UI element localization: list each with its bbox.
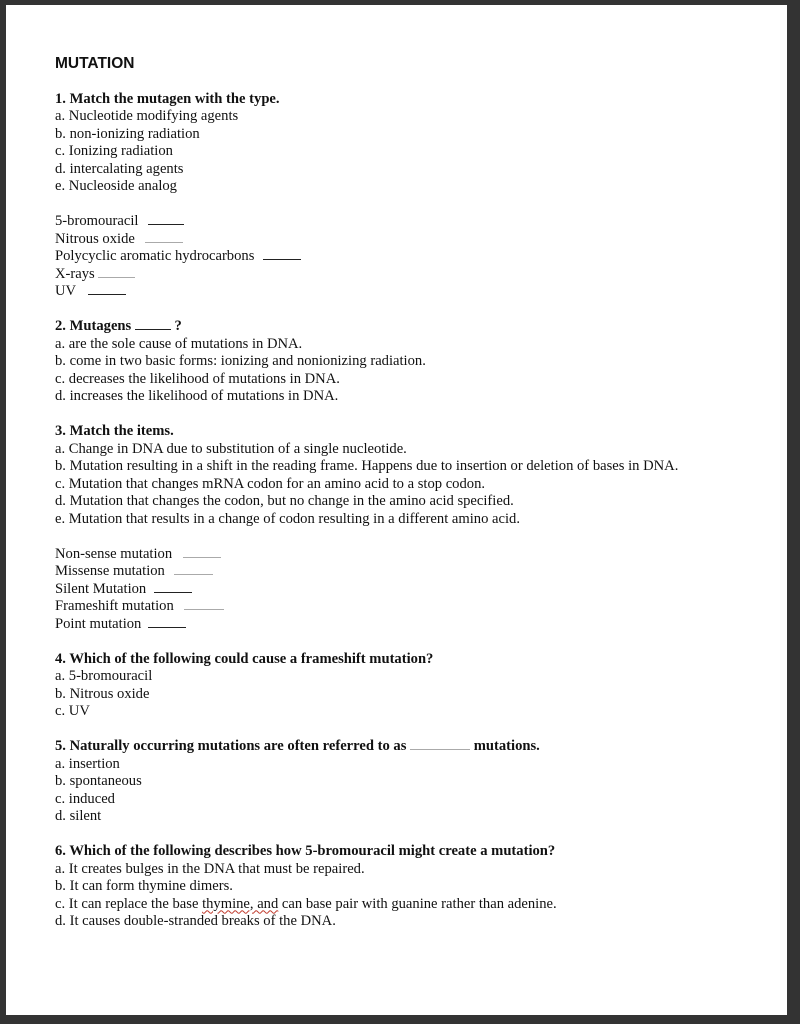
q5-option-b: b. spontaneous: [55, 773, 142, 789]
q3-item-3: [55, 581, 755, 599]
q1-item-label: Polycyclic aromatic hydrocarbons: [55, 248, 255, 264]
q6-option-a: a. It creates bulges in the DNA that must be repaired.: [55, 860, 365, 877]
q1-option-e: e. Nucleoside analog: [55, 178, 177, 194]
q5-option-a: a. insertion: [55, 755, 120, 772]
q1-item-label: X-rays: [55, 265, 95, 282]
q3-item-label: Silent Mutation: [55, 580, 147, 597]
q3-item-label: Non-sense mutation: [55, 545, 173, 562]
q3-item-4: [55, 598, 755, 616]
q3-option-a: a. Change in DNA due to substitution of a single nucleotide.: [55, 440, 407, 457]
q3-item-5: [55, 616, 755, 634]
q3-question: 3. Match the items.: [55, 423, 174, 439]
answer-blank[interactable]: [148, 616, 186, 628]
q4-option-b: b. Nitrous oxide: [55, 685, 150, 702]
answer-blank[interactable]: [145, 231, 183, 243]
q1-item-5: [55, 283, 755, 301]
q4-option-c: c. UV: [55, 703, 90, 719]
page-title: MUTATION: [55, 55, 135, 72]
q3-option-b: b. Mutation resulting in a shift in the reading frame. Happens due to insertion or deletion of bases in DNA.: [55, 458, 679, 474]
answer-blank[interactable]: [184, 598, 224, 610]
document-page: [6, 5, 787, 1015]
answer-blank[interactable]: [183, 546, 221, 558]
answer-blank[interactable]: [174, 563, 213, 575]
q6-option-c: [55, 896, 755, 914]
q2-option-d: d. increases the likelihood of mutations in DNA.: [55, 388, 339, 404]
q3-item-label: Frameshift mutation: [55, 598, 174, 614]
q1-option-a: a. Nucleotide modifying agents: [55, 108, 239, 124]
q5-prefix: 5. Naturally occurring mutations are often referred to as: [55, 738, 407, 754]
q2-option-c: c. decreases the likelihood of mutations in DNA.: [55, 370, 340, 387]
q1-option-c: c. Ionizing radiation: [55, 143, 173, 159]
q1-question: 1. Match the mutagen with the type.: [55, 90, 280, 107]
document-content: [55, 55, 755, 931]
q1-item-2: [55, 231, 755, 249]
q5-option-c: c. induced: [55, 790, 115, 807]
q1-item-label: 5-bromouracil: [55, 213, 139, 229]
q2-question: [55, 318, 755, 336]
q1-item-4: [55, 266, 755, 284]
answer-blank[interactable]: [154, 581, 192, 593]
q3-option-c: c. Mutation that changes mRNA codon for an amino acid to a stop codon.: [55, 475, 486, 492]
q3-item-1: [55, 546, 755, 564]
q5-option-d: d. silent: [55, 808, 102, 824]
answer-blank[interactable]: [98, 266, 135, 278]
q5-question: [55, 738, 755, 756]
spellcheck-underline: thymine, and: [202, 895, 279, 912]
q1-item-label: UV: [55, 283, 77, 299]
q3-item-2: [55, 563, 755, 581]
q3-option-d: d. Mutation that changes the codon, but no change in the amino acid specified.: [55, 493, 514, 509]
q2-suffix: ?: [174, 318, 182, 334]
answer-blank[interactable]: [135, 318, 171, 330]
q5-suffix: mutations.: [473, 738, 540, 754]
q6-option-c-start: c. It can replace the base: [55, 895, 203, 912]
q4-option-a: a. 5-bromouracil: [55, 668, 153, 684]
q6-option-b: b. It can form thymine dimers.: [55, 878, 233, 894]
q6-option-d: d. It causes double-stranded breaks of the DNA.: [55, 913, 336, 929]
q2-option-b: b. come in two basic forms: ionizing and nonionizing radiation.: [55, 353, 426, 369]
answer-blank[interactable]: [410, 738, 470, 750]
answer-blank[interactable]: [88, 283, 126, 295]
q2-prefix: 2. Mutagens: [55, 318, 132, 334]
answer-blank[interactable]: [263, 248, 301, 260]
q4-question: 4. Which of the following could cause a frameshift mutation?: [55, 650, 434, 667]
q3-option-e: e. Mutation that results in a change of codon resulting in a different amino acid.: [55, 510, 520, 527]
q2-option-a: a. are the sole cause of mutations in DNA.: [55, 335, 303, 352]
q1-item-label: Nitrous oxide: [55, 230, 135, 247]
q1-option-b: b. non-ionizing radiation: [55, 125, 200, 142]
answer-blank[interactable]: [148, 213, 184, 225]
q1-item-3: [55, 248, 755, 266]
q1-option-d: d. intercalating agents: [55, 160, 184, 177]
q6-question: 6. Which of the following describes how 5-bromouracil might create a mutation?: [55, 843, 556, 859]
q6-option-c-end: can base pair with guanine rather than adenine.: [278, 895, 557, 912]
q3-item-label: Point mutation: [55, 615, 142, 632]
q3-item-label: Missense mutation: [55, 563, 165, 579]
q1-item-1: [55, 213, 755, 231]
